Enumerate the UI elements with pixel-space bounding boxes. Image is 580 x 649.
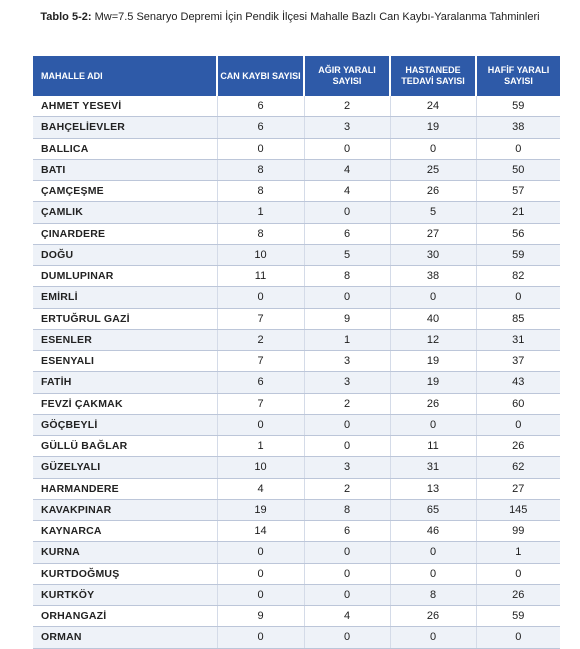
cell-hastanede-tedavi: 46 [390, 521, 476, 542]
cell-mahalle: EMİRLİ [33, 287, 217, 308]
cell-agir-yarali: 8 [304, 266, 390, 287]
cell-hafif-yarali: 57 [476, 181, 560, 202]
table-row [33, 393, 560, 414]
cell-hafif-yarali: 37 [476, 351, 560, 372]
cell-agir-yarali: 1 [304, 329, 390, 350]
casualty-table [33, 56, 560, 649]
table-row [33, 542, 560, 563]
cell-can-kaybi: 7 [217, 308, 304, 329]
cell-hafif-yarali: 59 [476, 606, 560, 627]
table-row [33, 414, 560, 435]
cell-hafif-yarali: 85 [476, 308, 560, 329]
cell-can-kaybi: 6 [217, 96, 304, 117]
cell-can-kaybi: 0 [217, 138, 304, 159]
cell-can-kaybi: 1 [217, 202, 304, 223]
cell-mahalle: FEVZİ ÇAKMAK [33, 393, 217, 414]
cell-agir-yarali: 6 [304, 223, 390, 244]
cell-mahalle: KAYNARCA [33, 521, 217, 542]
cell-hastanede-tedavi: 0 [390, 563, 476, 584]
cell-mahalle: ÇINARDERE [33, 223, 217, 244]
cell-agir-yarali: 2 [304, 96, 390, 117]
cell-can-kaybi: 1 [217, 436, 304, 457]
table-row [33, 563, 560, 584]
cell-hafif-yarali: 27 [476, 478, 560, 499]
table-row [33, 329, 560, 350]
cell-agir-yarali: 4 [304, 606, 390, 627]
cell-agir-yarali: 3 [304, 372, 390, 393]
cell-hafif-yarali: 59 [476, 244, 560, 265]
cell-can-kaybi: 10 [217, 457, 304, 478]
cell-can-kaybi: 0 [217, 287, 304, 308]
cell-hafif-yarali: 0 [476, 563, 560, 584]
cell-hafif-yarali: 38 [476, 117, 560, 138]
table-row [33, 244, 560, 265]
cell-mahalle: DUMLUPINAR [33, 266, 217, 287]
cell-mahalle: AHMET YESEVİ [33, 96, 217, 117]
cell-mahalle: ESENYALI [33, 351, 217, 372]
cell-agir-yarali: 3 [304, 457, 390, 478]
cell-agir-yarali: 6 [304, 521, 390, 542]
cell-hastanede-tedavi: 8 [390, 584, 476, 605]
cell-hafif-yarali: 0 [476, 627, 560, 648]
cell-hafif-yarali: 26 [476, 584, 560, 605]
cell-agir-yarali: 8 [304, 499, 390, 520]
cell-can-kaybi: 4 [217, 478, 304, 499]
cell-can-kaybi: 7 [217, 393, 304, 414]
cell-can-kaybi: 6 [217, 117, 304, 138]
table-row [33, 308, 560, 329]
cell-agir-yarali: 0 [304, 138, 390, 159]
cell-hafif-yarali: 0 [476, 138, 560, 159]
cell-can-kaybi: 11 [217, 266, 304, 287]
table-row [33, 181, 560, 202]
cell-can-kaybi: 7 [217, 351, 304, 372]
cell-can-kaybi: 0 [217, 627, 304, 648]
cell-can-kaybi: 6 [217, 372, 304, 393]
cell-hastanede-tedavi: 19 [390, 351, 476, 372]
table-row [33, 96, 560, 117]
cell-hafif-yarali: 56 [476, 223, 560, 244]
cell-hastanede-tedavi: 19 [390, 117, 476, 138]
cell-hastanede-tedavi: 0 [390, 138, 476, 159]
cell-mahalle: DOĞU [33, 244, 217, 265]
caption-label: Tablo 5-2: [40, 11, 92, 23]
cell-hastanede-tedavi: 26 [390, 393, 476, 414]
cell-hastanede-tedavi: 25 [390, 159, 476, 180]
cell-hafif-yarali: 21 [476, 202, 560, 223]
cell-can-kaybi: 19 [217, 499, 304, 520]
cell-mahalle: ÇAMÇEŞME [33, 181, 217, 202]
cell-mahalle: KURTKÖY [33, 584, 217, 605]
cell-hafif-yarali: 82 [476, 266, 560, 287]
caption-text: Mw=7.5 Senaryo Depremi İçin Pendik İlçesi Mahalle Bazlı Can Kaybı-Yaralanma Tahminleri [94, 11, 540, 23]
table-header [33, 56, 560, 96]
cell-hastanede-tedavi: 38 [390, 266, 476, 287]
cell-hastanede-tedavi: 0 [390, 542, 476, 563]
cell-hafif-yarali: 145 [476, 499, 560, 520]
cell-mahalle: ÇAMLIK [33, 202, 217, 223]
cell-hastanede-tedavi: 19 [390, 372, 476, 393]
header-can-kaybi: CAN KAYBI SAYISI [217, 56, 304, 96]
cell-mahalle: KURTDOĞMUŞ [33, 563, 217, 584]
table-row [33, 606, 560, 627]
cell-hafif-yarali: 99 [476, 521, 560, 542]
cell-mahalle: HARMANDERE [33, 478, 217, 499]
table-row [33, 627, 560, 648]
table-row [33, 117, 560, 138]
cell-agir-yarali: 4 [304, 181, 390, 202]
table-row [33, 457, 560, 478]
table-row [33, 478, 560, 499]
cell-mahalle: GÜZELYALI [33, 457, 217, 478]
cell-agir-yarali: 3 [304, 351, 390, 372]
cell-hafif-yarali: 26 [476, 436, 560, 457]
cell-hastanede-tedavi: 31 [390, 457, 476, 478]
cell-agir-yarali: 0 [304, 436, 390, 457]
table-row [33, 436, 560, 457]
cell-mahalle: KAVAKPINAR [33, 499, 217, 520]
cell-agir-yarali: 0 [304, 287, 390, 308]
header-agir-yarali: AĞIR YARALI SAYISI [304, 56, 390, 96]
cell-hastanede-tedavi: 24 [390, 96, 476, 117]
cell-mahalle: BATI [33, 159, 217, 180]
cell-can-kaybi: 8 [217, 159, 304, 180]
table-row [33, 287, 560, 308]
cell-agir-yarali: 4 [304, 159, 390, 180]
table-row [33, 266, 560, 287]
cell-hastanede-tedavi: 27 [390, 223, 476, 244]
cell-can-kaybi: 10 [217, 244, 304, 265]
cell-hastanede-tedavi: 11 [390, 436, 476, 457]
cell-hastanede-tedavi: 0 [390, 287, 476, 308]
table-row [33, 223, 560, 244]
cell-mahalle: BALLICA [33, 138, 217, 159]
cell-agir-yarali: 0 [304, 542, 390, 563]
cell-mahalle: ORMAN [33, 627, 217, 648]
header-hafif-yarali: HAFİF YARALI SAYISI [476, 56, 560, 96]
table-row [33, 372, 560, 393]
header-hastanede-tedavi: HASTANEDE TEDAVİ SAYISI [390, 56, 476, 96]
cell-agir-yarali: 0 [304, 563, 390, 584]
cell-hafif-yarali: 1 [476, 542, 560, 563]
table-row [33, 499, 560, 520]
cell-mahalle: ERTUĞRUL GAZİ [33, 308, 217, 329]
cell-agir-yarali: 0 [304, 414, 390, 435]
cell-hastanede-tedavi: 0 [390, 627, 476, 648]
cell-hastanede-tedavi: 12 [390, 329, 476, 350]
cell-mahalle: ESENLER [33, 329, 217, 350]
cell-hafif-yarali: 0 [476, 414, 560, 435]
cell-agir-yarali: 2 [304, 393, 390, 414]
table-caption [20, 10, 560, 25]
cell-mahalle: KURNA [33, 542, 217, 563]
cell-hastanede-tedavi: 26 [390, 606, 476, 627]
cell-hastanede-tedavi: 5 [390, 202, 476, 223]
cell-mahalle: FATİH [33, 372, 217, 393]
cell-agir-yarali: 3 [304, 117, 390, 138]
header-mahalle: MAHALLE ADI [33, 56, 217, 96]
cell-hafif-yarali: 43 [476, 372, 560, 393]
cell-agir-yarali: 0 [304, 627, 390, 648]
cell-agir-yarali: 9 [304, 308, 390, 329]
cell-mahalle: BAHÇELİEVLER [33, 117, 217, 138]
cell-hafif-yarali: 60 [476, 393, 560, 414]
cell-can-kaybi: 0 [217, 414, 304, 435]
table-row [33, 138, 560, 159]
cell-can-kaybi: 0 [217, 563, 304, 584]
table-body [33, 96, 560, 648]
cell-can-kaybi: 8 [217, 181, 304, 202]
table-row [33, 202, 560, 223]
table-row [33, 584, 560, 605]
cell-agir-yarali: 2 [304, 478, 390, 499]
cell-mahalle: GÖÇBEYLİ [33, 414, 217, 435]
cell-hastanede-tedavi: 13 [390, 478, 476, 499]
cell-can-kaybi: 14 [217, 521, 304, 542]
cell-mahalle: ORHANGAZİ [33, 606, 217, 627]
cell-hastanede-tedavi: 0 [390, 414, 476, 435]
cell-agir-yarali: 5 [304, 244, 390, 265]
cell-can-kaybi: 8 [217, 223, 304, 244]
cell-hafif-yarali: 0 [476, 287, 560, 308]
table-row [33, 521, 560, 542]
cell-hastanede-tedavi: 26 [390, 181, 476, 202]
cell-agir-yarali: 0 [304, 202, 390, 223]
cell-hastanede-tedavi: 30 [390, 244, 476, 265]
cell-hastanede-tedavi: 40 [390, 308, 476, 329]
cell-can-kaybi: 2 [217, 329, 304, 350]
cell-hafif-yarali: 50 [476, 159, 560, 180]
cell-hafif-yarali: 59 [476, 96, 560, 117]
cell-can-kaybi: 0 [217, 584, 304, 605]
cell-can-kaybi: 0 [217, 542, 304, 563]
table-row [33, 159, 560, 180]
cell-hafif-yarali: 62 [476, 457, 560, 478]
cell-hastanede-tedavi: 65 [390, 499, 476, 520]
cell-agir-yarali: 0 [304, 584, 390, 605]
cell-mahalle: GÜLLÜ BAĞLAR [33, 436, 217, 457]
cell-can-kaybi: 9 [217, 606, 304, 627]
table-row [33, 351, 560, 372]
cell-hafif-yarali: 31 [476, 329, 560, 350]
